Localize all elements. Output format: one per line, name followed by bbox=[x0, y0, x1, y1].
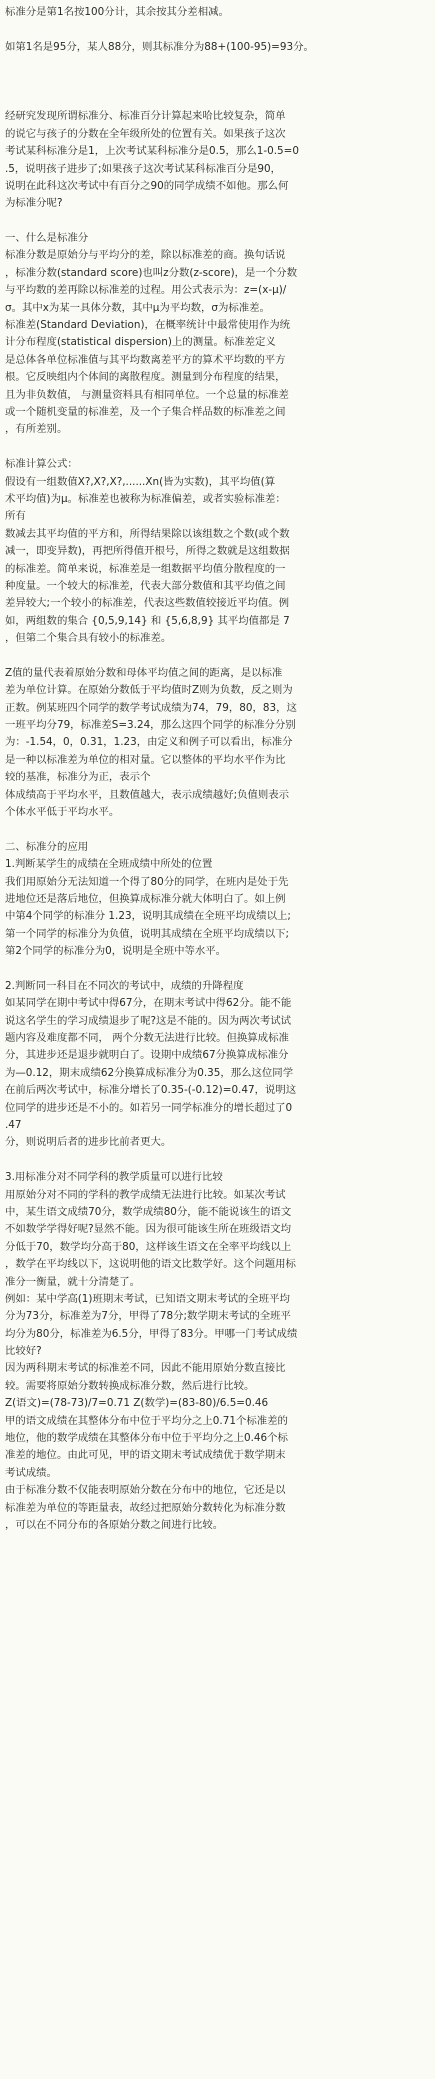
text-line: 二、标准分的应用 bbox=[5, 840, 89, 853]
text-line: 考试成绩。 bbox=[5, 1466, 57, 1479]
text-line: .47 bbox=[5, 1119, 22, 1131]
text-line: 分为73分，标准差为7分，甲得了78分;数学期末考试的全班平 bbox=[5, 1310, 291, 1323]
text-line: 第2个同学的标准分为0，说明是全班中等水平。 bbox=[5, 945, 227, 958]
blank-line bbox=[5, 21, 430, 38]
text-line: 个体水平低于平均水平。 bbox=[5, 805, 120, 818]
text-line: 体成绩高于平均水平，且数值越大，表示成绩越好;负值则表示 bbox=[5, 788, 290, 801]
text-line: 假设有一组数值X?,X?,X?,......Xn(皆为实数)，其平均值(算 bbox=[5, 475, 276, 488]
blank-line bbox=[5, 91, 430, 108]
text-line: ，但第二个集合具有较小的标准差。 bbox=[5, 632, 172, 645]
text-line: 2.判断同一科目在不同次的考试中，成绩的升降程度 bbox=[5, 979, 244, 992]
text-line: 标准分是第1名按100分计，其余按其分差相减。 bbox=[5, 6, 229, 18]
text-line: 说这名学生的学习成绩退步了呢?这是不能的。因为两次考试试 bbox=[5, 1014, 292, 1027]
paragraph bbox=[5, 839, 430, 961]
text-line: .5，说明孩子进步了;如果孩子这次考试某科标准百分是90， bbox=[5, 162, 282, 175]
text-line: 说明在此科这次考试中有百分之90的同学成绩不如他。那么何 bbox=[5, 179, 289, 192]
text-line: 1.判断某学生的成绩在全班成绩中所处的位置 bbox=[5, 858, 213, 871]
text-line: 为—0.12，期末成绩62分换算成标准分为0.35，那么这位同学 bbox=[5, 1066, 294, 1079]
text-line: 减一，即变异数)，再把所得值开根号，所得之数就是这组数据 bbox=[5, 545, 290, 558]
blank-line bbox=[5, 74, 430, 91]
blank-line bbox=[5, 1152, 430, 1169]
text-line: 或一个随机变量的标准差，及一个子集合样品数的标准差之间 bbox=[5, 405, 286, 418]
text-line: 因为两科期末考试的标准差不同，因此不能用原始分数直接比 bbox=[5, 1362, 286, 1375]
text-line: 我们用原始分无法知道一个得了80分的同学，在班内是处于先 bbox=[5, 875, 289, 888]
text-line: σ。其中x为某一具体分数，其中μ为平均数，σ为标准差。 bbox=[5, 301, 270, 314]
text-line: 是一种以标准差为单位的相对量。它以整体的平均水平作为比 bbox=[5, 753, 286, 766]
text-line: 准分一衡量，就十分清楚了。 bbox=[5, 1275, 141, 1288]
text-line: 位同学的进步还是不小的。如若另一同学标准分的增长超过了0 bbox=[5, 1101, 293, 1114]
text-line: 由于标准分数不仅能表明原始分数在分布中的地位，它还是以 bbox=[5, 1484, 286, 1497]
text-line: 标准差(Standard Deviation)，在概率统计中最常使用作为统 bbox=[5, 319, 291, 332]
text-line: 术平均值)为μ。标准差也被称为标准偏差，或者实验标准差： bbox=[5, 492, 286, 505]
text-line: 如某同学在期中考试中得67分，在期末考试中得62分。能不能 bbox=[5, 997, 292, 1010]
text-line: 进地位还是落后地位，但换算成标准分就大体明白了。如上例 bbox=[5, 892, 286, 905]
text-line: 3.用标准分对不同学科的教学质量可以进行比较 bbox=[5, 1171, 223, 1184]
text-line: 正数。例某班四个同学的数学考试成绩为74，79，80，83，这 bbox=[5, 701, 297, 714]
text-line: 是总体各单位标准值与其平均数离差平方的算术平均数的平方 bbox=[5, 353, 286, 366]
blank-line bbox=[5, 821, 430, 838]
paragraph bbox=[5, 108, 430, 212]
text-line: 题内容及难度都不同， 两个分数无法进行比较。但换算成标准 bbox=[5, 1032, 289, 1045]
paragraph bbox=[5, 665, 430, 822]
paragraph bbox=[5, 39, 430, 56]
text-line: 用原始分对不同的学科的教学成绩无法进行比较。如某次考试 bbox=[5, 1188, 286, 1201]
paragraph bbox=[5, 978, 430, 1152]
text-line: 与平均数的差再除以标准差的过程。用公式表示为：z=(x-μ)/ bbox=[5, 284, 287, 297]
article-body bbox=[5, 4, 430, 1534]
blank-line bbox=[5, 213, 430, 230]
text-line: ，数学在平均线以下，这说明他的语文比数学好。这个问题用标 bbox=[5, 1258, 296, 1271]
text-line: 为：-1.54，0，0.31，1.23，由定义和例子可以看出，标准分 bbox=[5, 736, 293, 749]
text-line: 经研究发现所谓标准分、标准百分计算起来哈比较复杂，简单 bbox=[5, 110, 286, 123]
text-line: 数减去其平均值的平方和，所得结果除以该组数之个数(或个数 bbox=[5, 527, 290, 540]
text-line: 不如数学学得好呢?显然不能。因为很可能该生所在班级语文均 bbox=[5, 1223, 292, 1236]
text-line: Z值的量代表着原始分数和母体平均值之间的距离，是以标准 bbox=[5, 666, 283, 679]
text-line: 一班平均分79，标准差S=3.24，那么这四个同学的标准分分别 bbox=[5, 719, 296, 732]
text-line: 在前后两次考试中，标准分增长了0.35-(-0.12)=0.47，说明这 bbox=[5, 1084, 297, 1097]
text-line: 标准差为单位的等距量表，故经过把原始分数转化为标准分数 bbox=[5, 1501, 286, 1514]
text-line: 中，某生语文成绩70分，数学成绩80分，能不能说该生的语文 bbox=[5, 1205, 292, 1218]
text-line: 如第1名是95分，某人88分，则其标准分为88+(100-95)=93分。 bbox=[5, 40, 314, 53]
text-line: 分，则说明后者的进步比前者更大。 bbox=[5, 1136, 172, 1149]
text-line: 一、什么是标准分 bbox=[5, 232, 89, 245]
text-line: 根。它反映组内个体间的离散程度。测量到分布程度的结果， bbox=[5, 371, 286, 384]
text-line: 考试某科标准分是1，上次考试某科标准分是0.5，那么1-0.5=0 bbox=[5, 145, 299, 158]
text-line: 甲的语文成绩在其整体分布中位于平均分之上0.71个标准差的 bbox=[5, 1414, 288, 1427]
text-line: 计分布程度(statistical dispersion)上的测量。标准差定义 bbox=[5, 336, 276, 349]
text-line: 分，其进步还是退步就明白了。设期中成绩67分换算成标准分 bbox=[5, 1049, 289, 1062]
text-line: 种度量。一个较大的标准差，代表大部分数值和其平均值之间 bbox=[5, 579, 286, 592]
text-line: ，标准分数(standard score)也叫z分数(z-score)，是一个分数 bbox=[5, 266, 297, 279]
text-line: 的标准差。简单来说，标准差是一组数据平均值分散程度的一 bbox=[5, 562, 286, 575]
text-line: 中第4个同学的标准分 1.23，说明其成绩在全班平均成绩以上; bbox=[5, 910, 291, 923]
text-line: 差异较大;一个较小的标准差，代表这些数值较接近平均值。例 bbox=[5, 597, 290, 610]
blank-line bbox=[5, 647, 430, 664]
text-line: Z(语文)=(78-73)/7=0.71 Z(数学)=(83-80)/6.5=0.46 bbox=[5, 1397, 269, 1410]
text-line: ，有所差别。 bbox=[5, 423, 68, 436]
text-line: 较的基准，标准分为正，表示个 bbox=[5, 771, 151, 784]
text-line: 准差的地位。由此可见，甲的语文期末考试成绩优于数学期末 bbox=[5, 1449, 286, 1462]
text-line: 且为非负数值， 与测量资料具有相同单位。一个总量的标准差 bbox=[5, 388, 289, 401]
text-line: 较。需要将原始分数转换成标准分数，然后进行比较。 bbox=[5, 1379, 255, 1392]
blank-line bbox=[5, 439, 430, 456]
text-line: 第一个同学的标准分为负值，说明其成绩在全班平均成绩以下; bbox=[5, 927, 290, 940]
paragraph bbox=[5, 4, 430, 21]
text-line: 差为单位计算。在原始分数低于平均值时Z则为负数，反之则为 bbox=[5, 684, 293, 697]
paragraph bbox=[5, 230, 430, 439]
text-line: 如，两组数的集合 {0,5,9,14} 和 {5,6,8,9} 其平均值都是 7 bbox=[5, 614, 290, 627]
text-line: 所有 bbox=[5, 510, 26, 523]
paragraph bbox=[5, 1169, 430, 1534]
paragraph bbox=[5, 456, 430, 647]
text-line: 标准计算公式： bbox=[5, 458, 78, 471]
text-line: 标准分数是原始分与平均分的差，除以标准差的商。换句话说 bbox=[5, 249, 286, 262]
blank-line bbox=[5, 960, 430, 977]
text-line: 比较好? bbox=[5, 1345, 42, 1358]
text-line: 地位，他的数学成绩在其整体分布中位于平均分之上0.46个标 bbox=[5, 1432, 288, 1445]
text-line: ，可以在不同分布的各原始分数之间进行比较。 bbox=[5, 1518, 224, 1531]
text-line: 例如：某中学高(1)班期末考试，已知语文期末考试的全班平均 bbox=[5, 1292, 290, 1305]
text-line: 为标准分呢? bbox=[5, 197, 63, 210]
text-line: 均分为80分，标准差为6.5分，甲得了83分。甲哪一门考试成绩 bbox=[5, 1327, 298, 1340]
text-line: 的说它与孩子的分数在全年级所处的位置有关。如果孩子这次 bbox=[5, 127, 286, 140]
blank-line bbox=[5, 56, 430, 73]
text-line: 分低于70，数学均分高于80，这样该生语文在全率平均线以上 bbox=[5, 1240, 292, 1253]
